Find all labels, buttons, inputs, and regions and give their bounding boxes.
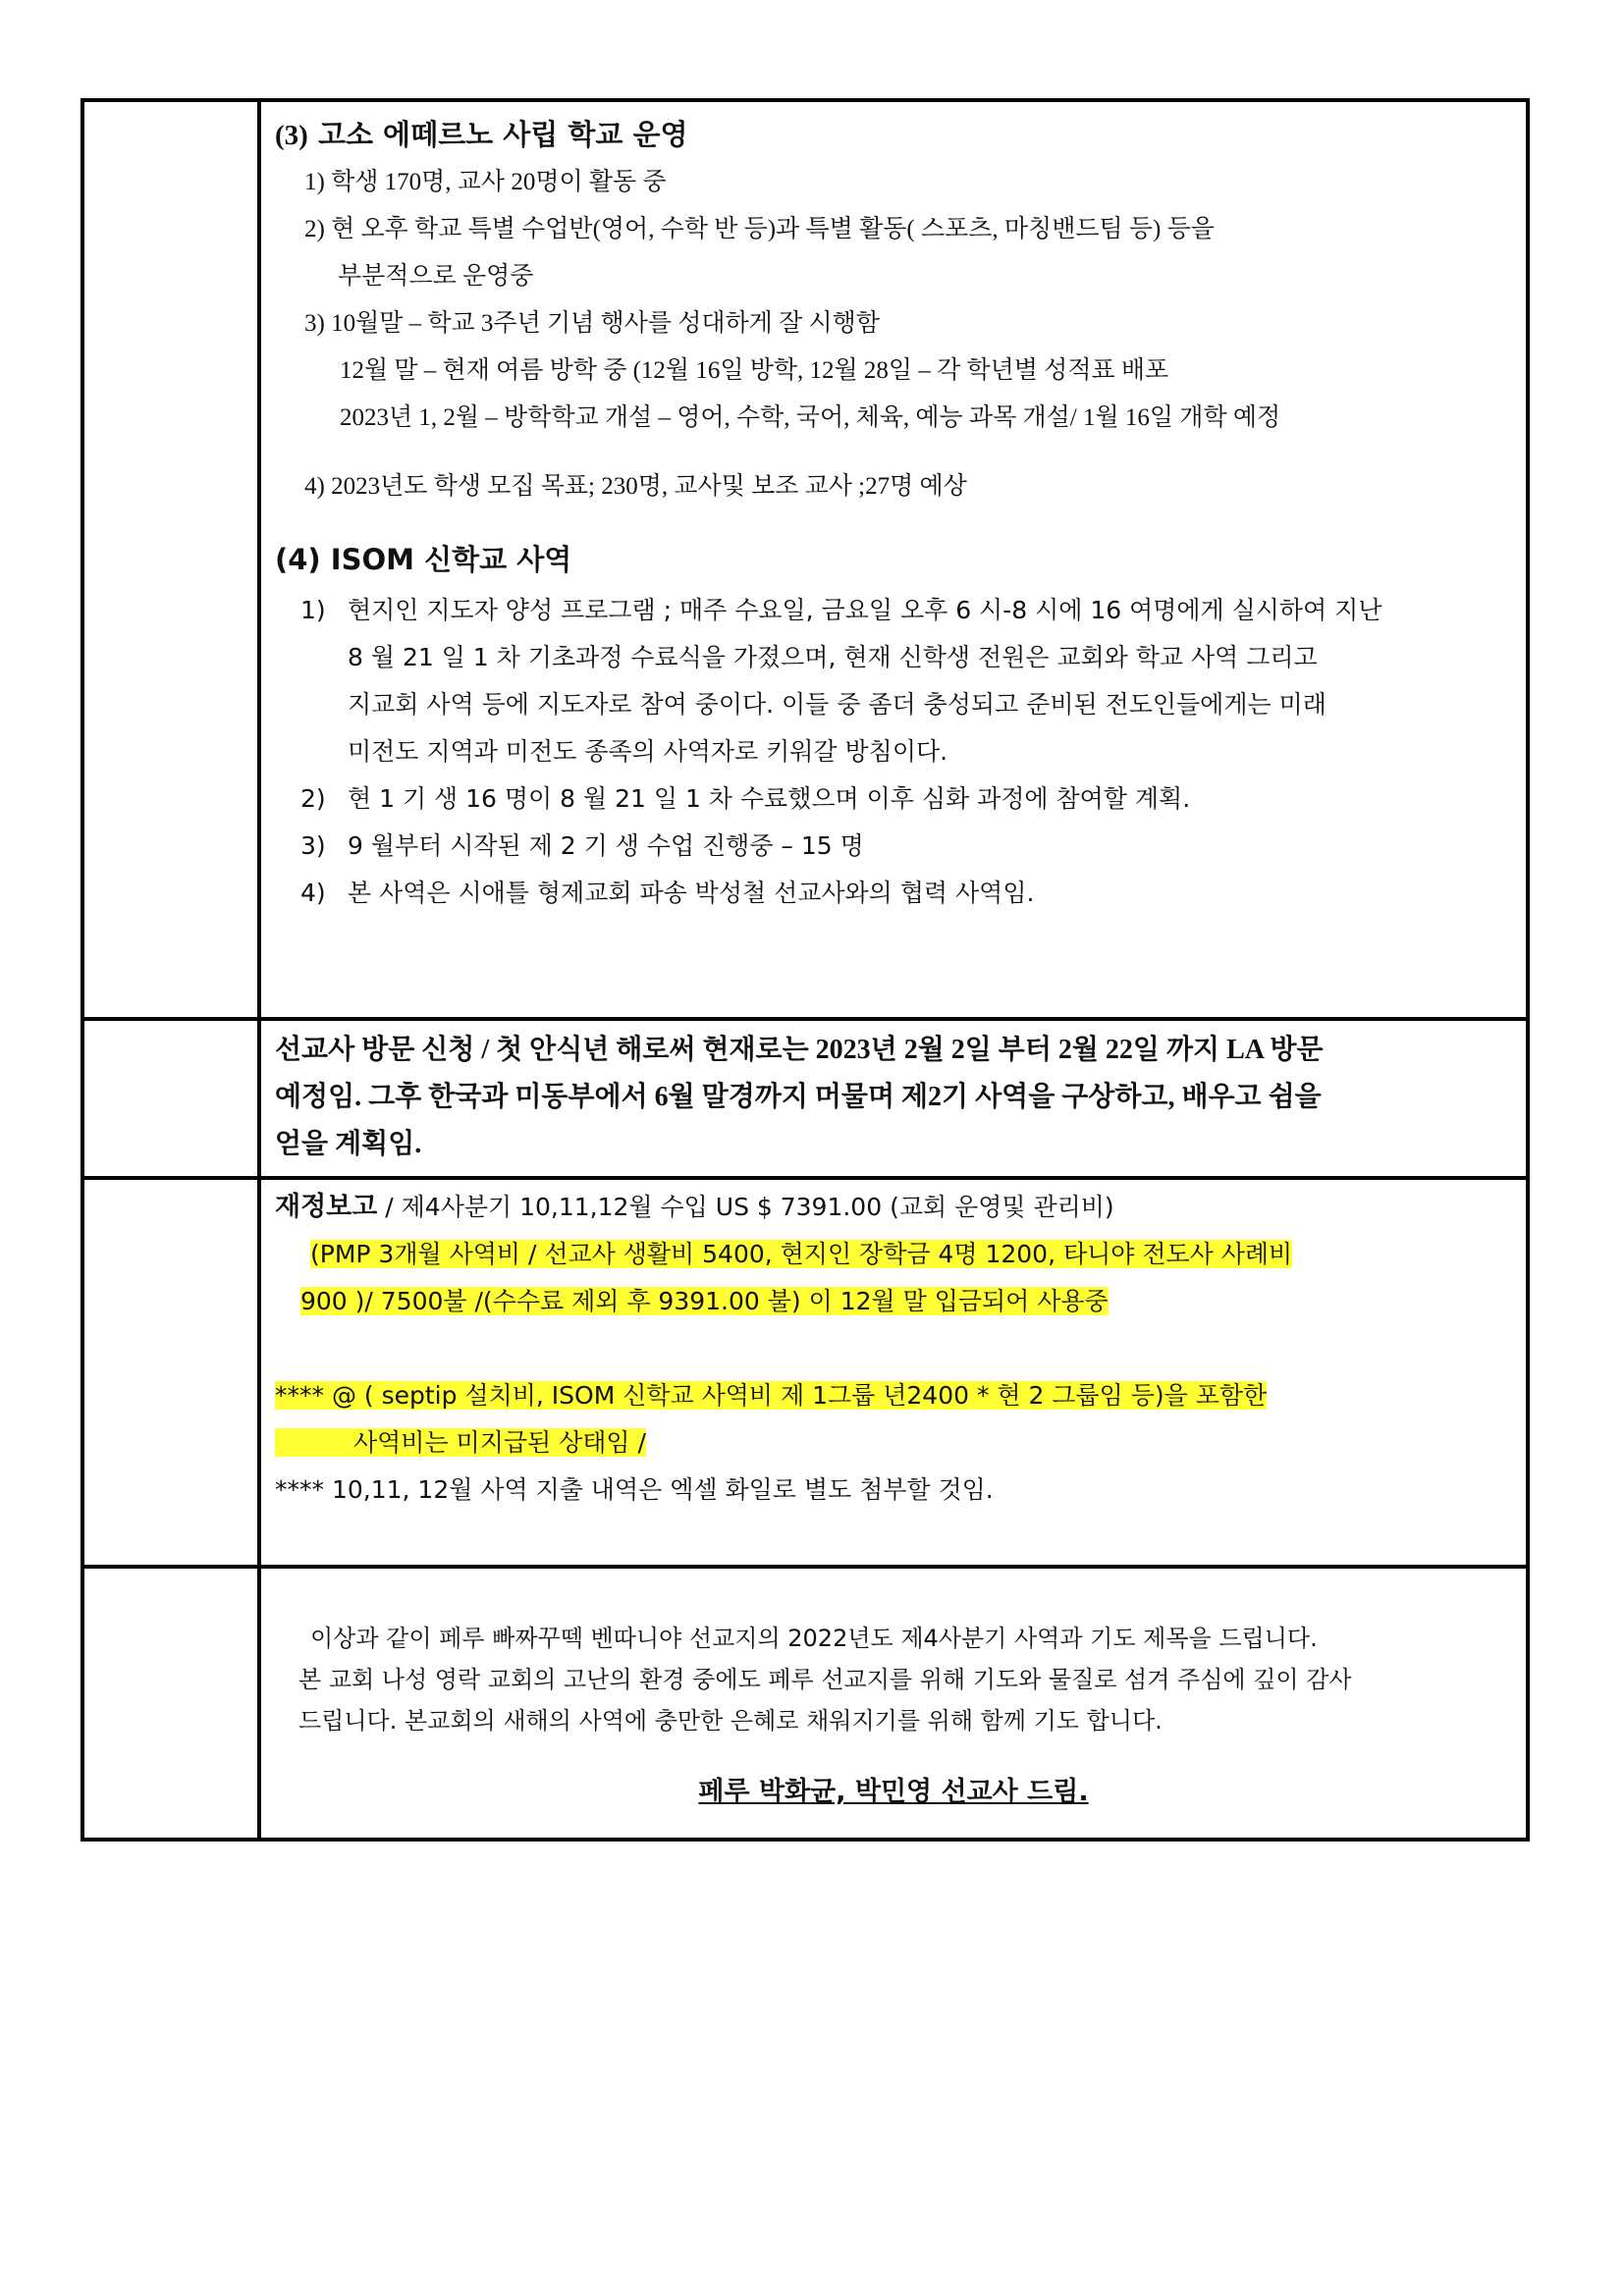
school-item: 4) 2023년도 학생 모집 목표; 230명, 교사및 보조 교사 ;27명 예상 [304,473,967,500]
school-item: 3) 10월말 – 학교 3주년 기념 행사를 성대하게 잘 시행함 [304,310,880,337]
finance-title: 재정보고 [275,1192,378,1222]
ministry-content [261,102,1526,1017]
closing-line: 드립니다. 본교회의 새해의 사역에 충만한 은혜로 채워지기를 위해 함께 기도 합니다. [298,1707,1163,1735]
row-label-cell [84,1180,261,1565]
visit-line: 선교사 방문 신청 / 첫 안식년 해로써 현재로는 2023년 2월 2일 부터 2월 22일 까지 LA 방문 [275,1035,1324,1065]
school-item: 2) 현 오후 학교 특별 수업반(영어, 수학 반 등)과 특별 활동( 스포츠, 마칭밴드팀 등) 등을 [304,216,1215,242]
row-label-cell [84,1569,261,1838]
school-heading: (3) 고소 에떼르노 사립 학교 운영 [275,118,688,151]
visit-line: 예정임. 그후 한국과 미동부에서 6월 말경까지 머물며 제2기 사역을 구상하고, 배우고 쉼을 [275,1082,1322,1112]
finance-note: **** 10,11, 12월 사역 지출 내역은 엑셀 화일로 별도 첨부할 것임. [275,1475,994,1504]
school-item: 2023년 1, 2월 – 방학학교 개설 – 영어, 수학, 국어, 체육, 예능 과목 개설/ 1월 16일 개학 예정 [340,404,1281,431]
closing-row [84,1565,1526,1838]
finance-note: 사역비는 미지급된 상태임 / [275,1419,1512,1467]
visit-row [84,1017,1526,1176]
closing-line: 본 교회 나성 영락 교회의 고난의 환경 중에도 페루 선교지를 위해 기도와 물질로 섬겨 주심에 깊이 감사 [298,1666,1352,1693]
school-item: 12월 말 – 현재 여름 방학 중 (12월 16일 방학, 12월 28일 – 각 학년별 성적표 배포 [340,357,1169,384]
finance-detail: (PMP 3개월 사역비 / 선교사 생활비 5400, 현지인 장학금 4명 1200, 타니야 전도사 사례비 [310,1240,1293,1268]
finance-note: **** @ ( septip 설치비, ISOM 신학교 사역비 제 1그룹 년2400 * 현 2 그룹임 등)을 포함한 [275,1381,1268,1410]
isom-item: 지교회 사역 등에 지도자로 참여 중이다. 이들 중 좀더 충성되고 준비된 전도인들에게는 미래 [348,690,1326,719]
report-table [81,98,1530,1842]
isom-heading: (4) ISOM 신학교 사역 [275,543,572,576]
isom-item: 1) 현지인 지도자 양성 프로그램 ; 매주 수요일, 금요일 오후 6 시-8 시에 16 여명에게 실시하여 지난 [300,596,1382,624]
school-item: 부분적으로 운영중 [338,263,534,290]
ministry-row [84,102,1526,1017]
school-item: 1) 학생 170명, 교사 20명이 활동 중 [304,169,667,195]
isom-item: 4) 본 사역은 시애틀 형제교회 파송 박성철 선교사와의 협력 사역임. [300,879,1035,907]
finance-title-line: 재정보고 / 제4사분기 10,11,12월 수입 US $ 7391.00 (교회 운영및 관리비) [275,1192,1114,1222]
isom-item: 3) 9 월부터 시작된 제 2 기 생 수업 진행중 – 15 명 [300,831,864,860]
signature: 페루 박화균, 박민영 선교사 드림. [698,1777,1089,1807]
isom-item: 2) 현 1 기 생 16 명이 8 월 21 일 1 차 수료했으며 이후 심화 과정에 참여할 계획. [300,784,1191,813]
isom-item: 8 월 21 일 1 차 기초과정 수료식을 가졌으며, 현재 신학생 전원은 교회와 학교 사역 그리고 [348,643,1318,671]
closing-content [261,1569,1526,1838]
row-label-cell [84,1021,261,1176]
row-label-cell [84,102,261,1017]
finance-detail: 900 )/ 7500불 /(수수료 제외 후 9391.00 불) 이 12월 말 입금되어 사용중 [300,1287,1109,1315]
finance-content [261,1180,1526,1565]
isom-item: 미전도 지역과 미전도 종족의 사역자로 키워갈 방침이다. [348,737,948,766]
finance-row [84,1176,1526,1565]
visit-content [261,1021,1526,1176]
closing-line: 이상과 같이 페루 빠짜꾸떽 벤따니야 선교지의 2022년도 제4사분기 사역과 기도 제목을 드립니다. [310,1625,1318,1652]
visit-line: 얻을 계획임. [275,1129,422,1159]
